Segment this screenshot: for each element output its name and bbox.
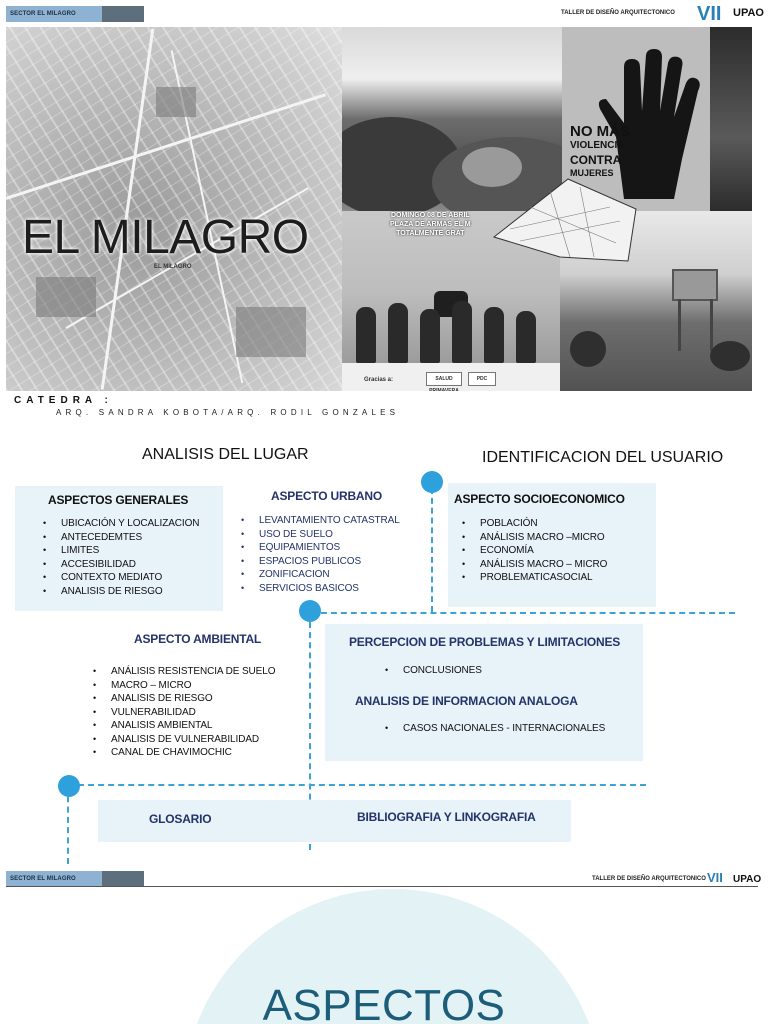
aspectos-generales-card — [15, 486, 223, 611]
sponsor-logo: SALUD PRIMAVERA — [426, 372, 462, 386]
event-banner-line: TOTALMENTE GRAT — [396, 230, 465, 237]
list-item: • ZONIFICACION — [241, 568, 400, 582]
cadastral-plot-image — [490, 177, 640, 263]
upao-logo-text: UPAO — [733, 7, 764, 19]
percepcion-list — [385, 664, 482, 678]
bibliografia-label: BIBLIOGRAFIA Y LINKOGRAFIA — [357, 810, 536, 824]
map-label: EL MILAGRO — [154, 264, 192, 270]
sector-tag — [6, 6, 144, 22]
list-item: • ANÁLISIS MACRO – MICRO — [462, 558, 607, 572]
connector-line — [431, 488, 433, 612]
course-number: VII — [697, 3, 722, 25]
event-banner-line: PLAZA DE ARMAS EL M — [390, 221, 471, 228]
percepcion-analoga-card — [325, 624, 643, 761]
event-banner — [390, 211, 471, 238]
glosario-label: GLOSARIO — [149, 812, 212, 826]
list-item: • CONCLUSIONES — [385, 664, 482, 678]
list-item: • CASOS NACIONALES - INTERNACIONALES — [385, 722, 605, 736]
guards-silhouette — [710, 27, 752, 211]
person-silhouette — [388, 303, 408, 363]
sponsor-label: Gracias a: — [364, 377, 394, 383]
aspecto-urbano-block — [237, 487, 427, 597]
upao-logo-text: UPAO — [733, 874, 762, 885]
analoga-title: ANALISIS DE INFORMACION ANALOGA — [355, 694, 578, 708]
list-item: • EQUIPAMIENTOS — [241, 541, 400, 555]
list-item: • CONTEXTO MEDIATO — [43, 571, 199, 585]
sector-tag-accent — [102, 6, 144, 22]
person-silhouette — [484, 307, 504, 363]
professors-line: ARQ. SANDRA KOBOTA/ARQ. RODIL GONZALES — [56, 408, 400, 417]
list-item: • ANALISIS DE VULNERABILIDAD — [93, 733, 275, 747]
person-silhouette — [452, 301, 472, 363]
aspectos-generales-title: ASPECTOS GENERALES — [48, 493, 189, 507]
map-block — [236, 307, 306, 357]
analisis-del-lugar-title: ANALISIS DEL LUGAR — [142, 446, 309, 463]
references-card — [98, 800, 571, 842]
event-banner-line: DOMINGO 08 DE ABRIL — [390, 212, 470, 219]
hero-title: EL MILAGRO — [22, 211, 309, 264]
sign-text-line-3: CONTRA — [570, 153, 622, 167]
timeline-node — [299, 600, 321, 622]
map-block — [156, 87, 196, 117]
header-rule — [6, 886, 758, 887]
aspecto-socioeconomico-card — [448, 483, 656, 607]
list-item: • POBLACIÓN — [462, 517, 607, 531]
list-item: • PROBLEMATICASOCIAL — [462, 571, 607, 585]
list-item: • VULNERABILIDAD — [93, 706, 275, 720]
connector-line — [311, 612, 735, 614]
sign-text: NO MÁS — [570, 123, 630, 140]
list-item: • ANTECEDEMTES — [43, 531, 199, 545]
sponsor-logo: PDC — [468, 372, 496, 386]
list-item: • ECONOMÍA — [462, 544, 607, 558]
next-slide-title: ASPECTOS — [262, 981, 506, 1024]
sector-tag — [6, 871, 144, 887]
street-billboard — [672, 269, 718, 301]
connector-line — [67, 786, 69, 864]
sector-tag-accent — [102, 871, 144, 887]
list-item: • ACCESIBILIDAD — [43, 558, 199, 572]
sign-text-line-2: VIOLENCIA — [570, 140, 625, 151]
tree-silhouette — [570, 331, 606, 367]
person-silhouette — [356, 307, 376, 363]
sector-label: SECTOR EL MILAGRO — [6, 871, 102, 887]
taller-label: TALLER DE DISEÑO ARQUITECTONICO — [561, 10, 675, 16]
list-item-continuation: • MACRO – MICRO — [93, 679, 275, 693]
analoga-list — [385, 722, 605, 736]
aspecto-ambiental-list — [93, 665, 275, 760]
list-item: • ANALISIS DE RIESGO — [93, 692, 275, 706]
map-block — [36, 277, 96, 317]
hero-collage — [6, 27, 752, 391]
person-silhouette — [420, 309, 440, 363]
person-silhouette — [516, 311, 536, 363]
list-item: • CANAL DE CHAVIMOCHIC — [93, 746, 275, 760]
aspecto-ambiental-title: ASPECTO AMBIENTAL — [134, 632, 262, 646]
sector-label: SECTOR EL MILAGRO — [6, 6, 102, 22]
list-item: • LEVANTAMIENTO CATASTRAL — [241, 514, 400, 528]
list-item: • ANÁLISIS RESISTENCIA DE SUELO — [93, 665, 275, 679]
aspecto-ambiental-block — [90, 630, 300, 762]
timeline-node — [58, 775, 80, 797]
list-item: • LIMITES — [43, 544, 199, 558]
taller-label: TALLER DE DISEÑO ARQUITECTONICO — [592, 876, 706, 882]
identificacion-usuario-title: IDENTIFICACION DEL USUARIO — [482, 449, 724, 466]
billboard-pole — [678, 299, 681, 351]
aspecto-socioeconomico-title: ASPECTO SOCIOECONOMICO — [454, 492, 625, 506]
list-item: • ANÁLISIS MACRO –MICRO — [462, 531, 607, 545]
sign-text-line-4: MUJERES — [570, 168, 614, 178]
aspecto-socioeconomico-list — [462, 517, 607, 585]
list-item: • ANALISIS AMBIENTAL — [93, 719, 275, 733]
aspecto-urbano-list — [241, 514, 400, 595]
list-item: • SERVICIOS BASICOS — [241, 582, 400, 596]
list-item: • ESPACIOS PUBLICOS — [241, 555, 400, 569]
top-header — [0, 3, 768, 28]
catedra-label: CATEDRA : — [14, 395, 113, 406]
timeline-node — [421, 471, 443, 493]
aspectos-generales-list — [43, 517, 199, 598]
aspecto-urbano-title: ASPECTO URBANO — [271, 489, 382, 503]
billboard-pole — [710, 299, 713, 351]
tree-silhouette — [710, 341, 750, 371]
list-item: • ANALISIS DE RIESGO — [43, 585, 199, 599]
percepcion-title: PERCEPCION DE PROBLEMAS Y LIMITACIONES — [349, 635, 621, 649]
list-item: • USO DE SUELO — [241, 528, 400, 542]
aerial-map-image — [6, 27, 342, 391]
connector-line — [68, 784, 646, 786]
list-item: • UBICACIÓN Y LOCALIZACION — [43, 517, 199, 531]
course-number: VII — [707, 870, 723, 885]
